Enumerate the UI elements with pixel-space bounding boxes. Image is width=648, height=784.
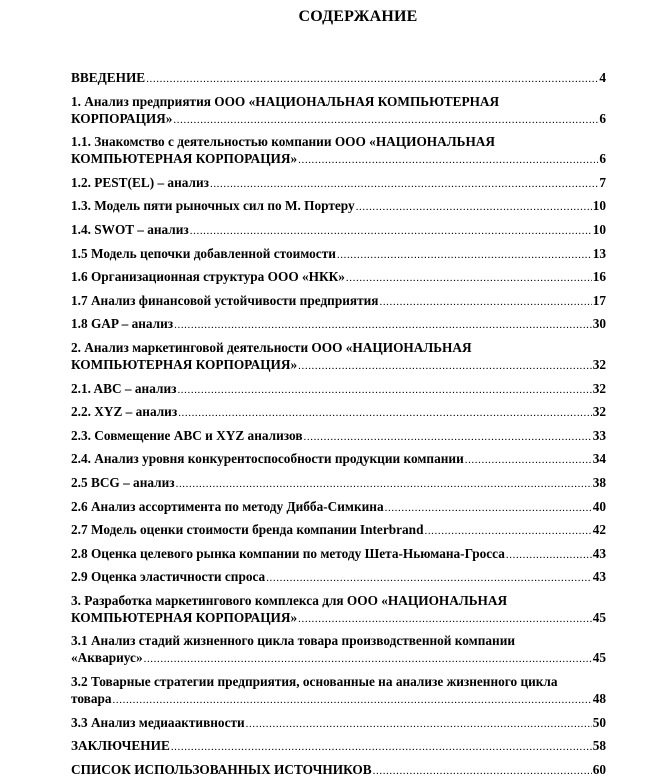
- toc-entry-page-number: 50: [592, 714, 606, 730]
- toc-entry-title-line: 2.4. Анализ уровня конкурентоспособности продукции компании: [71, 451, 464, 467]
- table-of-contents: [71, 69, 606, 784]
- toc-entry[interactable]: [71, 69, 606, 88]
- toc-entry[interactable]: [71, 403, 606, 422]
- dot-leader: [210, 176, 598, 193]
- toc-entry-page-number: 32: [592, 404, 606, 420]
- dot-leader: [356, 199, 592, 216]
- toc-entry-row: [71, 268, 606, 287]
- toc-entry-title-line: 1.2. PEST(EL) – анализ: [71, 174, 209, 190]
- toc-entry-row: [71, 356, 606, 375]
- dot-leader: [298, 152, 598, 169]
- toc-entry[interactable]: [71, 197, 606, 216]
- toc-entry-row: [71, 221, 606, 240]
- dot-leader: [266, 570, 592, 587]
- toc-entry-title-line: КОМПЬЮТЕРНАЯ КОРПОРАЦИЯ»: [71, 609, 298, 625]
- toc-entry-title-line: ВВЕДЕНИЕ: [71, 70, 146, 85]
- dot-leader: [113, 692, 592, 709]
- toc-entry-page-number: 38: [592, 474, 606, 490]
- toc-entry[interactable]: [71, 221, 606, 240]
- dot-leader: [190, 223, 592, 240]
- toc-entry-page-number: 10: [592, 198, 606, 214]
- toc-entry-page-number: 34: [592, 451, 606, 467]
- toc-entry-page-number: 6: [599, 110, 606, 126]
- toc-entry-row: [71, 110, 606, 129]
- toc-entry-page-number: 58: [592, 738, 606, 754]
- toc-entry-row: [71, 521, 606, 540]
- toc-entry-title-line: 3. Разработка маркетингового комплекса для ООО «НАЦИОНАЛЬНАЯ: [71, 592, 508, 608]
- toc-entry-title-line: 3.3 Анализ медиаактивности: [71, 714, 245, 730]
- toc-entry-row: [71, 737, 606, 756]
- toc-entry-row: [71, 292, 606, 311]
- toc-entry-title-line: 2.2. XYZ – анализ: [71, 404, 178, 420]
- toc-entry-row: [71, 649, 606, 668]
- toc-entry-title-line: КОМПЬЮТЕРНАЯ КОРПОРАЦИЯ»: [71, 356, 298, 372]
- toc-entry-page-number: 32: [592, 380, 606, 396]
- toc-entry-row: [71, 69, 606, 88]
- toc-entry-page-number: 48: [592, 691, 606, 707]
- toc-entry[interactable]: [71, 592, 606, 628]
- dot-leader: [304, 429, 592, 446]
- toc-entry-row: [71, 315, 606, 334]
- toc-entry-title-line: 3.2 Товарные стратегии предприятия, основанные на анализе жизненного цикла: [71, 674, 558, 690]
- toc-entry-row: [71, 450, 606, 469]
- toc-entry-title-line: 2.5 BCG – анализ: [71, 474, 175, 490]
- toc-entry-title-line: 1.5 Модель цепочки добавленной стоимости: [71, 245, 336, 261]
- toc-entry-row: [71, 245, 606, 264]
- toc-entry-title-line: 1.6 Организационная структура ООО «НКК»: [71, 269, 345, 285]
- toc-entry-row: [71, 197, 606, 216]
- toc-entry-page-number: 13: [592, 245, 606, 261]
- toc-entry-row: [71, 380, 606, 399]
- toc-entry-page-number: 60: [592, 761, 606, 777]
- toc-entry-title-line: КОРПОРАЦИЯ»: [71, 110, 173, 126]
- toc-entry-row: [71, 150, 606, 169]
- dot-leader: [298, 611, 592, 628]
- toc-entry[interactable]: [71, 568, 606, 587]
- toc-entry[interactable]: [71, 245, 606, 264]
- toc-entry-row: [71, 609, 606, 628]
- toc-entry-page-number: 32: [592, 356, 606, 372]
- dot-leader: [424, 523, 591, 540]
- toc-entry-page-number: 43: [592, 569, 606, 585]
- toc-entry-row: [71, 174, 606, 193]
- toc-entry[interactable]: [71, 545, 606, 564]
- toc-entry-row: [71, 568, 606, 587]
- toc-entry-page-number: 40: [592, 498, 606, 514]
- toc-entry-row: [71, 714, 606, 733]
- toc-entry[interactable]: [71, 737, 606, 756]
- dot-leader: [379, 294, 591, 311]
- dot-leader: [146, 71, 598, 88]
- toc-entry-title-line: 1. Анализ предприятия ООО «НАЦИОНАЛЬНАЯ КОМПЬЮТЕРНАЯ: [71, 93, 500, 109]
- toc-entry[interactable]: [71, 761, 606, 780]
- toc-entry-title-line: 2.6 Анализ ассортимента по методу Дибба-Симкина: [71, 498, 384, 514]
- toc-entry-page-number: 45: [592, 650, 606, 666]
- toc-entry[interactable]: [71, 174, 606, 193]
- toc-entry[interactable]: [71, 673, 606, 709]
- toc-entry-row: [71, 403, 606, 422]
- dot-leader: [144, 651, 592, 668]
- toc-entry[interactable]: [71, 632, 606, 668]
- toc-entry-page-number: 4: [599, 70, 606, 85]
- dot-leader: [178, 405, 592, 422]
- dot-leader: [171, 739, 592, 756]
- toc-entry-row: [71, 427, 606, 446]
- toc-entry-page-number: 10: [592, 221, 606, 237]
- toc-entry[interactable]: [71, 133, 606, 169]
- dot-leader: [174, 317, 592, 334]
- toc-entry[interactable]: [71, 474, 606, 493]
- dot-leader: [173, 112, 598, 129]
- toc-entry-title-line: 3.1 Анализ стадий жизненного цикла товара производственной компании: [71, 633, 516, 649]
- toc-entry-title-line: «Аквариус»: [71, 650, 143, 666]
- toc-entry-title-line: 1.8 GAP – анализ: [71, 316, 174, 332]
- dot-leader: [385, 500, 592, 517]
- toc-entry-title-line: 2.8 Оценка целевого рынка компании по методу Шета-Ньюмана-Гросса: [71, 545, 505, 561]
- toc-entry-title-line: 1.7 Анализ финансовой устойчивости предприятия: [71, 292, 379, 308]
- dot-leader: [298, 358, 592, 375]
- toc-entry-page-number: 33: [592, 427, 606, 443]
- dot-leader: [373, 763, 592, 780]
- toc-entry-title-line: 2.3. Совмещение ABC и XYZ анализов: [71, 427, 303, 443]
- dot-leader: [346, 270, 592, 287]
- toc-entry-title-line: 2.9 Оценка эластичности спроса: [71, 569, 266, 585]
- toc-entry[interactable]: [71, 268, 606, 287]
- toc-entry-row: [71, 545, 606, 564]
- toc-entry-page-number: 16: [592, 269, 606, 285]
- dot-leader: [465, 452, 592, 469]
- toc-entry-row: [71, 690, 606, 709]
- toc-entry-title-line: ЗАКЛЮЧЕНИЕ: [71, 738, 170, 754]
- toc-entry-title-line: 2. Анализ маркетинговой деятельности ООО «НАЦИОНАЛЬНАЯ: [71, 339, 472, 355]
- toc-entry-title-line: товара: [71, 691, 112, 707]
- dot-leader: [176, 476, 592, 493]
- toc-entry-page-number: 6: [599, 151, 606, 167]
- toc-entry-title-line: 1.4. SWOT – анализ: [71, 221, 189, 237]
- toc-entry[interactable]: [71, 714, 606, 733]
- toc-entry-title-line: КОМПЬЮТЕРНАЯ КОРПОРАЦИЯ»: [71, 151, 298, 167]
- dot-leader: [177, 382, 591, 399]
- toc-entry-title-line: 1.3. Модель пяти рыночных сил по М. Портеру: [71, 198, 355, 214]
- toc-entry-title-line: 2.7 Модель оценки стоимости бренда компании Interbrand: [71, 522, 424, 538]
- dot-leader: [246, 716, 592, 733]
- toc-entry[interactable]: [71, 339, 606, 375]
- toc-entry-title-line: СПИСОК ИСПОЛЬЗОВАННЫХ ИСТОЧНИКОВ: [71, 761, 372, 777]
- page-title: СОДЕРЖАНИЕ: [298, 8, 418, 25]
- toc-entry-page-number: 7: [599, 174, 606, 190]
- toc-entry-page-number: 42: [592, 522, 606, 538]
- toc-entry-row: [71, 761, 606, 780]
- dot-leader: [337, 247, 592, 264]
- dot-leader: [506, 547, 592, 564]
- toc-entry-page-number: 30: [592, 316, 606, 332]
- toc-entry-page-number: 45: [592, 609, 606, 625]
- toc-entry-title-line: 2.1. ABC – анализ: [71, 380, 177, 396]
- toc-entry[interactable]: [71, 498, 606, 517]
- toc-entry-title-line: 1.1. Знакомство с деятельностью компании ООО «НАЦИОНАЛЬНАЯ: [71, 134, 495, 150]
- toc-entry-page-number: 43: [592, 545, 606, 561]
- toc-entry[interactable]: [71, 450, 606, 469]
- toc-entry[interactable]: [71, 380, 606, 399]
- toc-entry[interactable]: [71, 521, 606, 540]
- toc-entry-row: [71, 498, 606, 517]
- toc-entry[interactable]: [71, 427, 606, 446]
- toc-entry[interactable]: [71, 292, 606, 311]
- toc-entry[interactable]: [71, 315, 606, 334]
- toc-entry[interactable]: [71, 93, 606, 129]
- toc-entry-page-number: 17: [592, 292, 606, 308]
- toc-entry-row: [71, 474, 606, 493]
